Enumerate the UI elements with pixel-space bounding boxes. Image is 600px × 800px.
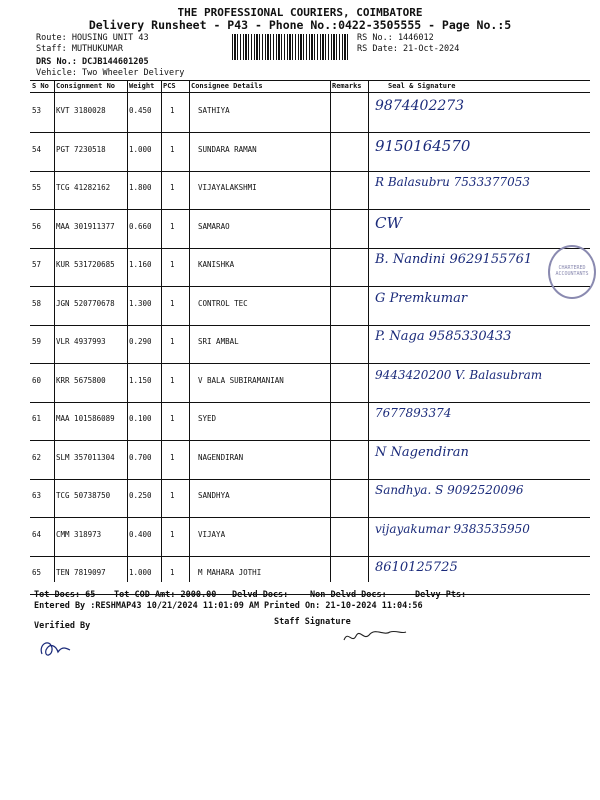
row-consignment-no: PGT 7230518 [56,144,106,154]
non-delvd-docs: Non Delvd Docs: [310,590,387,600]
staff-signature-mark [340,624,410,648]
table-row [30,208,590,249]
row-consignee: M MAHARA JOTHI [198,568,262,577]
row-consignment-no: TCG 50738750 [56,491,111,500]
row-consignee: VIJAYALAKSHMI [198,183,257,192]
row-sno: 64 [32,529,42,539]
col-consignment: Consignment No [56,82,116,90]
delvd-docs: Delvd Docs: [232,590,289,600]
table-row [30,169,590,210]
col-consignee: Consignee Details [191,82,263,90]
stamp-text: CHARTERED ACCOUNTANTS [555,265,589,277]
table-row [30,400,590,441]
row-sno: 54 [32,144,42,154]
handwritten-signature: 8610125725 [375,560,458,575]
row-pcs: 1 [170,260,175,269]
row-consignment-no: VLR 4937993 [56,337,106,346]
row-consignee: V BALA SUBIRAMANIAN [198,375,284,385]
row-pcs: 1 [170,106,175,115]
row-sno: 53 [32,106,42,115]
staff-signature: Staff Signature [274,617,351,627]
printed-on: Printed On: 21-10-2024 11:04:56 [264,601,423,611]
row-consignment-no: SLM 357011304 [56,452,115,462]
row-sno: 63 [32,491,42,500]
row-consignee: SRI AMBAL [198,337,239,346]
table-row [30,92,590,133]
row-consignee: NAGENDIRAN [198,452,244,462]
company-title: THE PROFESSIONAL COURIERS, COIMBATORE [177,6,423,19]
vehicle: Vehicle: Two Wheeler Delivery [36,68,185,78]
staff: Staff: MUTHUKUMAR [36,44,123,54]
row-pcs: 1 [170,298,175,308]
handwritten-signature: 7677893374 [375,406,452,420]
row-weight: 1.000 [129,568,152,577]
rs-number: RS No.: 1446012 [357,33,434,43]
row-pcs: 1 [170,183,175,192]
row-consignee: SATHIYA [198,106,230,115]
row-weight: 1.150 [129,375,152,385]
verified-by: Verified By [34,621,91,631]
verifier-signature [36,634,76,664]
route: Route: HOUSING UNIT 43 [36,33,149,43]
handwritten-signature: N Nagendiran [375,444,469,460]
row-weight: 1.160 [129,260,152,269]
table-row [30,323,590,364]
row-weight: 1.300 [129,298,152,308]
tot-cod: Tot COD Amt: 2000.00 [114,590,217,600]
handwritten-signature: P. Naga 9585330433 [375,329,512,344]
handwritten-signature: CW [375,213,402,232]
row-consignee: KANISHKA [198,260,235,269]
row-pcs: 1 [170,221,175,231]
tot-docs: Tot Docs: 65 [34,590,96,600]
row-weight: 0.100 [129,414,152,423]
delvy-pts: Delvy Pts: [415,590,467,600]
row-pcs: 1 [170,414,175,423]
row-weight: 1.800 [129,183,152,192]
row-pcs: 1 [170,491,175,500]
row-sno: 65 [32,568,42,577]
row-consignment-no: MAA 301911377 [56,221,115,231]
row-pcs: 1 [170,144,175,154]
company-stamp [548,245,596,299]
table-row [30,246,590,287]
row-consignment-no: JGN 520770678 [56,298,115,308]
row-consignment-no: MAA 101586089 [56,414,115,423]
handwritten-signature: vijayakumar 9383535950 [375,521,530,536]
row-sno: 61 [32,414,42,423]
row-weight: 0.250 [129,491,152,500]
runsheet-title: Delivery Runsheet - P43 - Phone No.:0422-3505555 - Page No.:5 [88,18,512,32]
table-row [30,362,590,403]
table-row [30,131,590,172]
drs-number: DRS No.: DCJB144601205 [36,57,149,67]
row-consignee: SUNDARA RAMAN [198,144,257,154]
handwritten-signature: 9443420200 V. Balasubram [375,367,543,382]
col-weight: Weight [129,82,155,90]
table-row [30,516,590,557]
handwritten-signature: 9874402273 [375,98,465,114]
row-consignment-no: TCG 41282162 [56,183,111,192]
col-pcs: PCS [163,82,176,90]
handwritten-signature: Sandhya. S 9092520096 [375,483,524,497]
row-sno: 55 [32,183,42,192]
row-consignment-no: CMM 318973 [56,529,102,539]
row-sno: 56 [32,221,42,231]
entered-by: Entered By :RESHMAP43 10/21/2024 11:01:09 AM [34,601,260,611]
row-consignment-no: KUR 531720685 [56,260,115,269]
row-consignee: SANDHYA [198,491,230,500]
row-consignee: CONTROL TEC [198,298,248,308]
col-remarks: Remarks [332,82,362,90]
row-consignee: VIJAYA [198,529,226,539]
table-row [30,439,590,480]
row-pcs: 1 [170,529,175,539]
rs-date: RS Date: 21-Oct-2024 [357,44,460,54]
row-sno: 58 [32,298,42,308]
row-consignment-no: KRR 5675800 [56,375,106,385]
barcode [232,34,350,60]
handwritten-signature: G Premkumar [375,290,468,306]
row-pcs: 1 [170,568,175,577]
row-consignment-no: KVT 3180028 [56,106,106,115]
handwritten-signature: 9150164570 [375,136,471,155]
row-sno: 60 [32,375,42,385]
row-sno: 62 [32,452,42,462]
row-weight: 0.290 [129,337,152,346]
row-consignee: SAMARAO [198,221,230,231]
handwritten-signature: R Balasubru 7533377053 [375,175,531,189]
handwritten-signature: B. Nandini 9629155761 [375,252,533,267]
row-sno: 59 [32,337,42,346]
table-row [30,285,590,326]
row-weight: 0.700 [129,452,152,462]
table-row [30,554,590,595]
row-pcs: 1 [170,452,175,462]
col-sno: S No [32,82,49,90]
row-sno: 57 [32,260,42,269]
row-pcs: 1 [170,375,175,385]
row-weight: 1.000 [129,144,152,154]
row-pcs: 1 [170,337,175,346]
row-weight: 0.450 [129,106,152,115]
row-consignment-no: TEN 7819097 [56,568,106,577]
row-consignee: SYED [198,414,217,423]
row-weight: 0.660 [129,221,152,231]
col-seal: Seal & Signature [388,82,456,90]
row-weight: 0.400 [129,529,152,539]
table-row [30,477,590,518]
